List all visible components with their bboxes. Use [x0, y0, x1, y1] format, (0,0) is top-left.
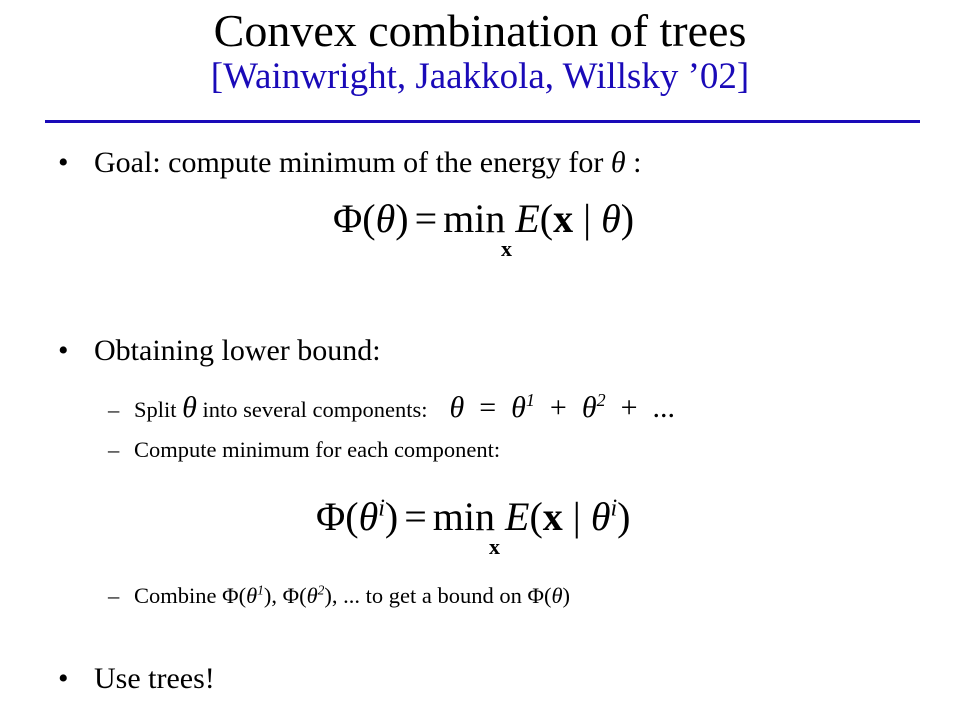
bullet-marker: • — [58, 662, 69, 695]
theta-symbol: θ — [306, 583, 318, 608]
bullet-lower-bound — [58, 334, 381, 368]
theta-symbol: θ — [358, 494, 379, 539]
bullet-marker: • — [58, 146, 69, 179]
bullet-goal-text: Goal: compute minimum of the energy for — [94, 146, 611, 179]
superscript-1: 1 — [257, 582, 264, 598]
split-equation — [449, 391, 675, 424]
plus-sign: + — [549, 391, 567, 424]
superscript-1: 1 — [525, 390, 535, 410]
given-bar: | — [583, 196, 592, 241]
phi-symbol: Φ — [282, 583, 300, 608]
phi-symbol: Φ — [316, 494, 346, 539]
superscript-i: i — [378, 495, 385, 522]
theta-symbol: θ — [581, 391, 597, 424]
theta-symbol: θ — [511, 391, 526, 424]
x-symbol: x — [553, 196, 574, 241]
equals-sign: = — [404, 494, 427, 539]
theta-symbol: θ — [375, 196, 396, 241]
theta-symbol: θ — [182, 391, 197, 424]
theta-symbol: θ — [551, 583, 563, 608]
subitem-combine-prefix: Combine — [134, 583, 223, 608]
theta-symbol: θ — [449, 391, 465, 424]
bullet-use-trees-text: Use trees! — [94, 662, 215, 695]
subitem-split-mid: into several components: — [196, 397, 428, 422]
dash-marker: – — [108, 397, 120, 422]
bullet-lower-bound-text: Obtaining lower bound: — [94, 334, 381, 367]
bullet-use-trees — [58, 662, 215, 696]
dash-marker: – — [108, 583, 120, 608]
energy-symbol: E — [505, 494, 530, 539]
formula-phi-min: Φ(θ) = min E(x | θ) x — [333, 196, 635, 261]
subitem-compute-text: Compute minimum for each component: — [134, 437, 501, 462]
min-subscript: x — [501, 236, 512, 261]
bullet-marker: • — [58, 334, 69, 367]
x-symbol: x — [542, 494, 563, 539]
min-subscript: x — [489, 534, 500, 559]
subitem-split — [108, 390, 675, 424]
theta-symbol: θ — [610, 146, 626, 179]
slide-subtitle-citation: [Wainwright, Jaakkola, Willsky ’02] — [210, 56, 750, 97]
bullet-goal — [58, 146, 641, 180]
formula-phi-i-min: $\Phi(\theta^i) = \min E(x$ | $\theta^i$) x — [316, 494, 631, 559]
superscript-i: i — [610, 495, 618, 522]
energy-symbol: E — [515, 196, 540, 241]
subitem-combine-middle: ), ... to get a bound on — [324, 583, 528, 608]
given-bar: | — [572, 494, 581, 539]
separator: ), — [263, 583, 283, 608]
phi-symbol: Φ — [333, 196, 363, 241]
phi-symbol: Φ — [222, 583, 239, 608]
superscript-2: 2 — [596, 390, 606, 410]
bullet-goal-tail: : — [625, 146, 642, 179]
superscript-2: 2 — [317, 582, 325, 598]
equals-sign: = — [479, 391, 497, 424]
min-operator: min — [443, 196, 506, 241]
ellipsis: ... — [652, 391, 675, 424]
theta-symbol: θ — [590, 494, 611, 539]
theta-symbol: θ — [246, 583, 258, 608]
plus-sign: + — [620, 391, 638, 424]
phi-symbol: Φ — [527, 583, 544, 608]
subitem-combine: – Combine $\Phi(\theta^1)$, $\Phi(\theta^2)$, ... to get a bound on Φ(θ) — [108, 582, 571, 608]
theta-symbol: θ — [601, 196, 621, 241]
title-divider — [45, 120, 920, 123]
equals-sign: = — [414, 196, 438, 241]
dash-marker: – — [108, 437, 120, 462]
subitem-split-text: Split — [134, 397, 183, 422]
title-block — [0, 6, 960, 98]
min-operator: min — [432, 494, 496, 539]
slide-title: Convex combination of trees — [213, 5, 747, 56]
subitem-compute — [108, 436, 500, 464]
